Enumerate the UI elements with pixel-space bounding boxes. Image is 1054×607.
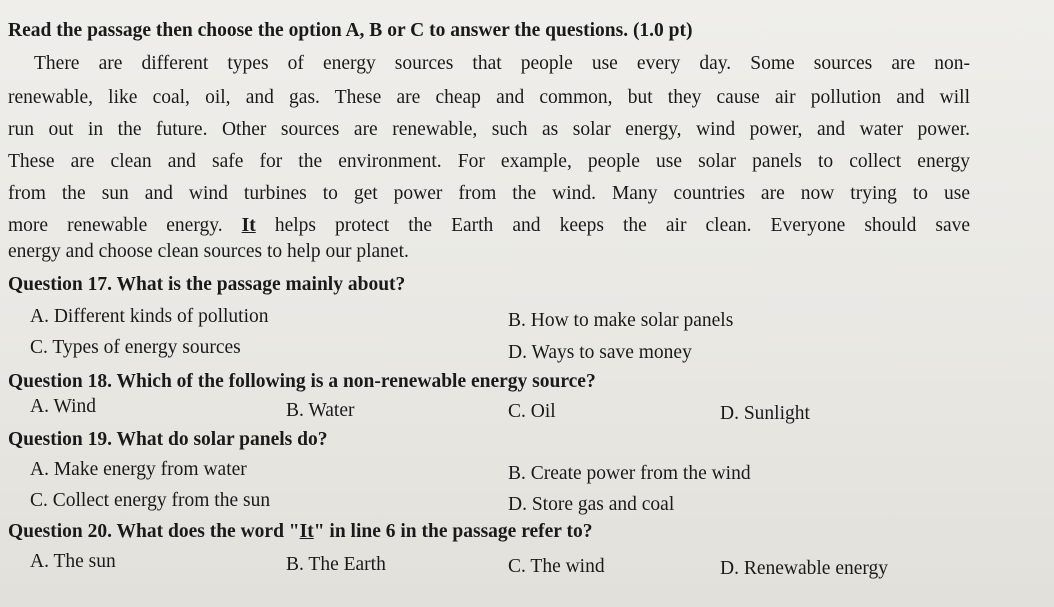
passage-line-6-end: helps protect the Earth and keeps the air clean. Everyone should save <box>274 215 971 236</box>
question-20-text-end: " in line 6 in the passage refer to? <box>313 521 593 542</box>
passage-line-5: from the sun and wind turbines to get power from the wind. Many countries are now trying to use <box>8 183 970 204</box>
question-20-word: It <box>299 521 314 542</box>
passage-line-7: energy and choose clean sources to help our planet. <box>8 241 409 262</box>
passage-line-6 <box>8 214 970 238</box>
question-17: Question 17. What is the passage mainly about? <box>8 274 406 295</box>
q20-option-c[interactable]: C. The wind <box>508 556 605 577</box>
passage-line-4: These are clean and safe for the environment. For example, people use solar panels to collect energy <box>8 151 970 172</box>
q19-option-d[interactable]: D. Store gas and coal <box>508 494 675 515</box>
passage-line-6-start: more renewable energy. <box>8 215 223 236</box>
q20-option-a[interactable]: A. The sun <box>30 551 116 572</box>
q17-option-d[interactable]: D. Ways to save money <box>508 342 692 363</box>
q19-option-a[interactable]: A. Make energy from water <box>30 459 247 480</box>
question-18: Question 18. Which of the following is a non-renewable energy source? <box>8 371 596 392</box>
q19-option-c[interactable]: C. Collect energy from the sun <box>30 490 271 511</box>
q20-option-b[interactable]: B. The Earth <box>286 554 386 575</box>
q18-option-c[interactable]: C. Oil <box>508 401 556 422</box>
passage-line-1: There are different types of energy sources that people use every day. Some sources are non- <box>34 53 970 74</box>
referent-word-it: It <box>241 215 256 236</box>
question-20-text-start: Question 20. What does the word " <box>8 521 300 542</box>
question-20 <box>8 520 592 544</box>
q18-option-b[interactable]: B. Water <box>286 400 355 421</box>
instruction-heading: Read the passage then choose the option A, B or C to answer the questions. (1.0 pt) <box>8 20 693 41</box>
q17-option-b[interactable]: B. How to make solar panels <box>508 310 734 331</box>
q18-option-a[interactable]: A. Wind <box>30 396 97 417</box>
passage-line-3: run out in the future. Other sources are renewable, such as solar energy, wind power, and water power. <box>8 119 970 140</box>
q20-option-d[interactable]: D. Renewable energy <box>720 558 889 579</box>
passage-line-2: renewable, like coal, oil, and gas. These are cheap and common, but they cause air pollution and will <box>8 87 970 108</box>
question-19: Question 19. What do solar panels do? <box>8 429 328 450</box>
q18-option-d[interactable]: D. Sunlight <box>720 403 810 424</box>
q17-option-a[interactable]: A. Different kinds of pollution <box>30 306 269 327</box>
q17-option-c[interactable]: C. Types of energy sources <box>30 337 241 358</box>
q19-option-b[interactable]: B. Create power from the wind <box>508 463 751 484</box>
